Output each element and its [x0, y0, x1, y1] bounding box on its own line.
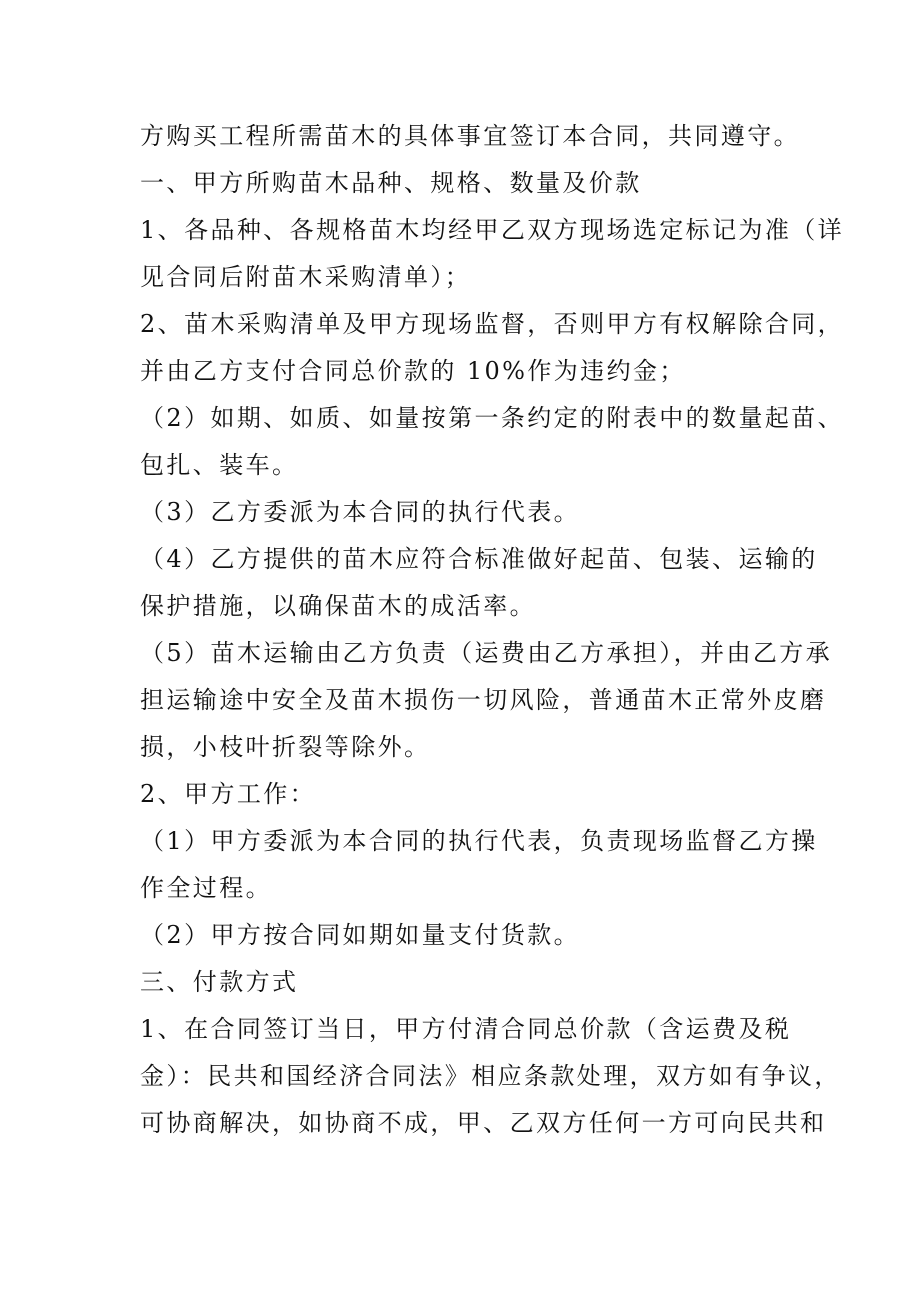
text-line: 1、在合同签订当日，甲方付清合同总价款（含运费及税 [140, 1015, 792, 1043]
text-line: （2）如期、如质、如量按第一条约定的附表中的数量起苗、 [140, 404, 845, 432]
text-line: 见合同后附苗木采购清单）； [140, 263, 472, 291]
text-line: 损，小枝叶折裂等除外。 [140, 733, 431, 761]
text-line: 1、各品种、各规格苗木均经甲乙双方现场选定标记为准（详 [140, 216, 845, 244]
text-line: 2、甲方工作： [140, 780, 317, 808]
section-heading: 三、付款方式 [140, 968, 299, 996]
text-line: 并由乙方支付合同总价款的 10%作为违约金； [140, 357, 686, 385]
text-line: （2）甲方按合同如期如量支付货款。 [140, 921, 581, 949]
section-heading: 一、甲方所购苗木品种、规格、数量及价款 [140, 169, 642, 197]
text-line: 保护措施，以确保苗木的成活率。 [140, 592, 536, 620]
text-line: 可协商解决，如协商不成，甲、乙双方任何一方可向民共和 [140, 1109, 827, 1137]
text-line: （4）乙方提供的苗木应符合标准做好起苗、包装、运输的 [140, 545, 818, 573]
text-line: 作全过程。 [140, 874, 272, 902]
text-line: 2、苗木采购清单及甲方现场监督，否则甲方有权解除合同， [140, 310, 845, 338]
text-line: 包扎、装车。 [140, 451, 299, 479]
text-line: 方购买工程所需苗木的具体事宜签订本合同，共同遵守。 [140, 122, 800, 150]
text-line: 金）：民共和国经济合同法》相应条款处理，双方如有争议， [140, 1062, 841, 1090]
text-line: （1）甲方委派为本合同的执行代表，负责现场监督乙方操 [140, 827, 818, 855]
text-line: （5）苗木运输由乙方负责（运费由乙方承担），并由乙方承 [140, 639, 833, 667]
contract-text-body [140, 113, 845, 1147]
text-line: （3）乙方委派为本合同的执行代表。 [140, 498, 581, 526]
text-line: 担运输途中安全及苗木损伤一切风险，普通苗木正常外皮磨 [140, 686, 827, 714]
